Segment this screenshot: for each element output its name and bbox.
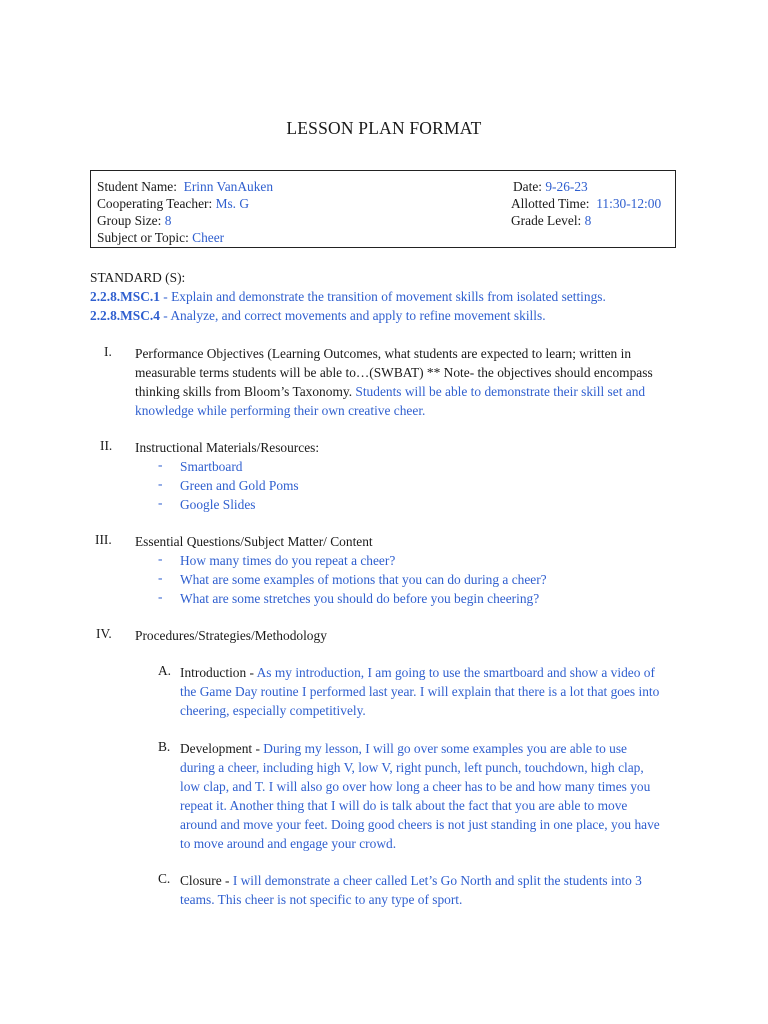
section-numeral: I.: [104, 344, 112, 359]
bullet-dash: -: [158, 495, 163, 510]
procedure-text: cheering, especially competitively.: [180, 703, 366, 718]
objectives-answer: knowledge while performing their own creative cheer.: [135, 403, 426, 418]
teacher-row: [97, 195, 249, 212]
date-row: [513, 178, 588, 195]
allotted-time-row: [511, 195, 661, 212]
grade-level-label: Grade Level:: [511, 213, 582, 228]
standard-code: 2.2.8.MSC.1: [90, 289, 160, 304]
student-name-label: Student Name:: [97, 179, 177, 194]
subsection-letter: B.: [158, 739, 171, 754]
objectives-answer: Students will be able to demonstrate their skill set and: [352, 384, 646, 399]
section-numeral: II.: [100, 438, 113, 453]
page-title: LESSON PLAN FORMAT: [286, 118, 482, 138]
allotted-time-label: Allotted Time:: [511, 196, 590, 211]
bullet-dash: -: [158, 457, 163, 472]
group-size-label: Group Size:: [97, 213, 162, 228]
procedures-heading: Procedures/Strategies/Methodology: [135, 628, 327, 643]
group-size-row: [97, 212, 171, 229]
list-item: Google Slides: [180, 497, 256, 512]
standard-text: - Explain and demonstrate the transition of movement skills from isolated settings.: [159, 289, 606, 304]
subject-row: [97, 229, 224, 246]
objectives-line: measurable terms students will be able to…(SWBAT) ** Note- the objectives should encompass: [135, 365, 653, 380]
procedure-text: As my introduction, I am going to use the smartboard and show a video of: [256, 665, 655, 680]
subject-label: Subject or Topic:: [97, 230, 189, 245]
student-info-box: [90, 170, 676, 248]
procedure-text: low clap, and T. I will also go over how long a cheer has to be and how many times you: [180, 779, 651, 794]
section-numeral: III.: [95, 532, 112, 547]
standard-text: - Analyze, and correct movements and apply to refine movement skills.: [159, 308, 546, 323]
list-item: Smartboard: [180, 459, 243, 474]
objectives-text: thinking skills from Bloom’s Taxonomy.: [135, 384, 353, 399]
grade-level-value: 8: [584, 213, 592, 228]
standard-code: 2.2.8.MSC.4: [90, 308, 160, 323]
objectives-line: [135, 382, 645, 401]
procedure-text: teams. This cheer is not specific to any type of sport.: [180, 892, 463, 907]
procedure-text: around and move your feet. Doing good cheers is not just standing in one place, you have: [180, 817, 660, 832]
subsection-letter: C.: [158, 871, 171, 886]
bullet-dash: -: [158, 551, 163, 566]
list-item: How many times do you repeat a cheer?: [180, 553, 396, 568]
teacher-value: Ms. G: [215, 196, 250, 211]
subject-value: Cheer: [192, 230, 225, 245]
date-label: Date:: [513, 179, 542, 194]
procedure-text: during a cheer, including high V, low V, right punch, left punch, touchdown, high clap,: [180, 760, 644, 775]
list-item: What are some examples of motions that you can do during a cheer?: [180, 572, 547, 587]
student-name-row: [97, 178, 273, 195]
bullet-dash: -: [158, 589, 163, 604]
subsection-letter: A.: [158, 663, 172, 678]
procedure-text: repeat it. Another thing that I will do is talk about the fact that you are able to move: [180, 798, 628, 813]
grade-level-row: [511, 212, 591, 229]
materials-heading: Instructional Materials/Resources:: [135, 440, 320, 455]
group-size-value: 8: [164, 213, 172, 228]
procedure-line: [180, 663, 655, 682]
standards-heading: STANDARD (S):: [90, 270, 186, 285]
bullet-dash: -: [158, 570, 163, 585]
list-item: What are some stretches you should do before you begin cheering?: [180, 591, 540, 606]
allotted-time-value: 11:30-12:00: [596, 196, 662, 211]
bullet-dash: -: [158, 476, 163, 491]
teacher-label: Cooperating Teacher:: [97, 196, 213, 211]
procedure-text: the Game Day routine I performed last year. I will explain that there is a lot that goes into: [180, 684, 660, 699]
date-value: 9-26-23: [545, 179, 588, 194]
procedure-line: [180, 871, 642, 890]
procedure-label: Introduction -: [180, 665, 257, 680]
standard-item: [90, 287, 606, 306]
student-name-value: Erinn VanAuken: [183, 179, 274, 194]
procedure-text: to move around and engage your crowd.: [180, 836, 397, 851]
list-item: Green and Gold Poms: [180, 478, 299, 493]
procedure-text: I will demonstrate a cheer called Let’s Go North and split the students into 3: [232, 873, 642, 888]
procedure-text: During my lesson, I will go over some examples you are able to use: [263, 741, 627, 756]
standard-item: [90, 306, 546, 325]
section-numeral: IV.: [96, 626, 112, 641]
procedure-line: [180, 739, 627, 758]
questions-heading: Essential Questions/Subject Matter/ Content: [135, 534, 373, 549]
objectives-line: Performance Objectives (Learning Outcomes, what students are expected to learn; written in: [135, 346, 632, 361]
procedure-label: Closure -: [180, 873, 233, 888]
procedure-label: Development -: [180, 741, 264, 756]
